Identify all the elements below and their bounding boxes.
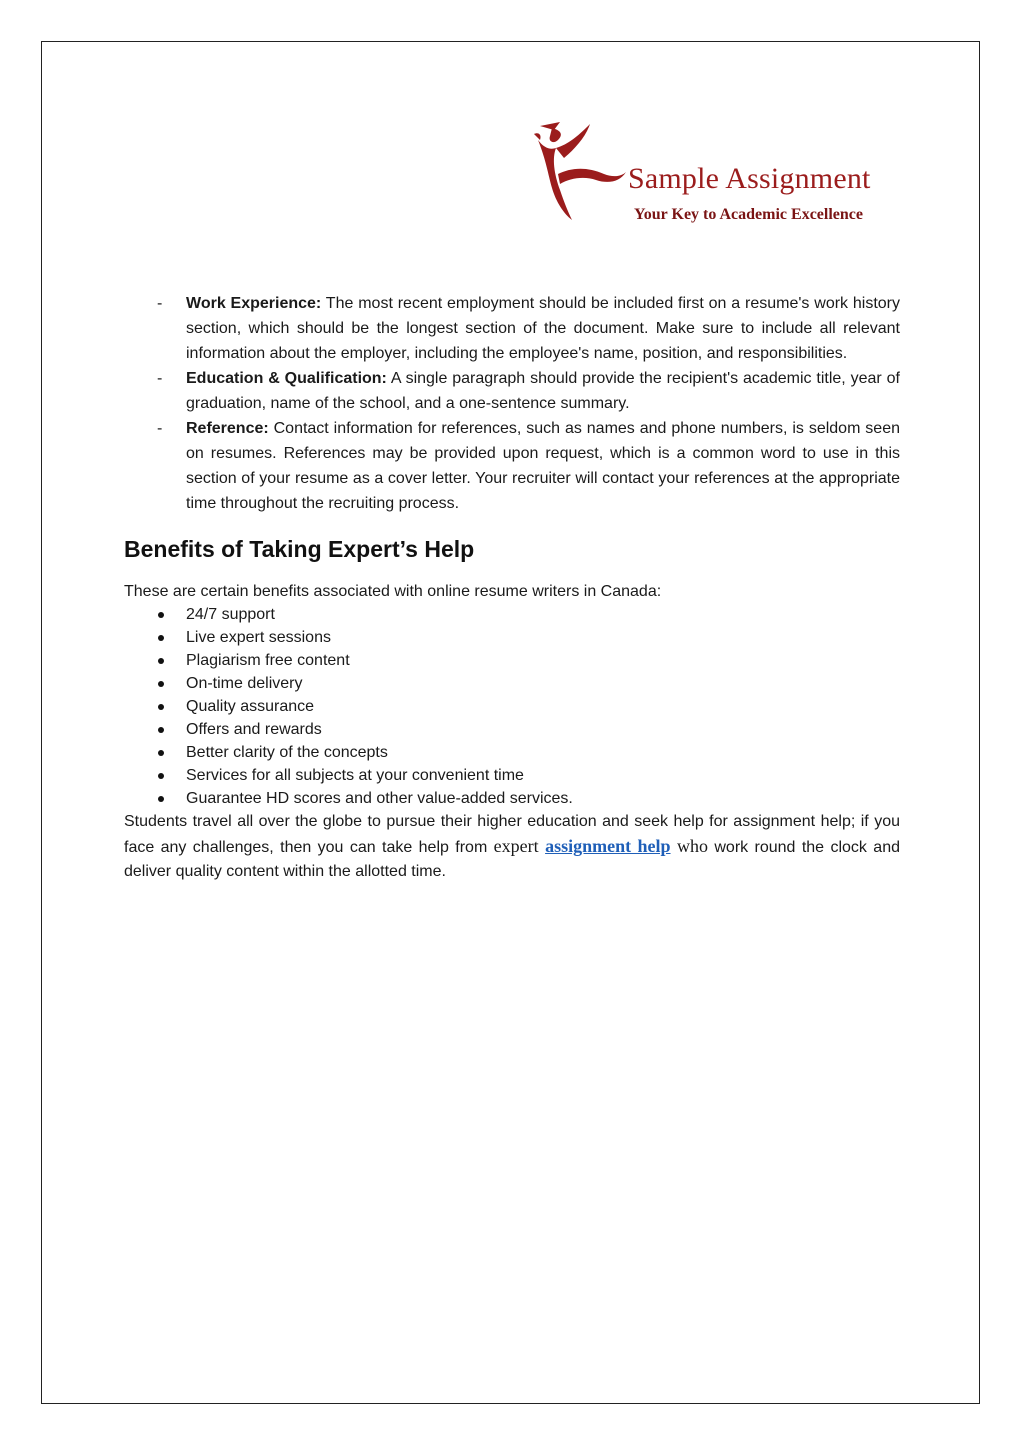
benefits-list (124, 603, 900, 810)
resume-sections-list (124, 291, 900, 516)
section-description: A single paragraph should provide the recipient's academic title, year of graduation, name of the school, and a one-sentence summary. (186, 370, 900, 412)
closing-serif-text-after: who (670, 836, 708, 856)
list-item (124, 764, 900, 787)
company-logo[interactable] (530, 118, 910, 228)
benefit-text: Plagiarism free content (186, 652, 350, 669)
logo-name: Sample Assignment (628, 162, 871, 195)
list-item (124, 787, 900, 810)
benefit-text: Quality assurance (186, 698, 315, 715)
closing-text-start: Students travel all over the globe to pursue their higher education and seek help for assignment help; if you face any challenges, then you can take help from (124, 813, 900, 856)
assignment-help-link[interactable]: assignment help (545, 836, 671, 856)
section-term: Work Experience: (186, 295, 322, 312)
list-item (124, 718, 900, 741)
benefit-text: Live expert sessions (186, 629, 331, 646)
bullet-icon (158, 750, 164, 756)
list-item (124, 603, 900, 626)
figure-logo-icon (530, 118, 630, 223)
document-body (124, 291, 900, 884)
dash-marker: - (157, 370, 163, 387)
section-description: Contact information for references, such as names and phone numbers, is seldom seen on resumes. References may be provided upon request, which is a common word to use in this section of your resume as a cover letter. Your recruiter will contact your references at the appropriate time throughout the recruiting process. (186, 420, 900, 512)
section-description: The most recent employment should be included first on a resume's work history section, which should be the longest section of the document. Make sure to include all relevant information about the employer, including the employee's name, position, and responsibilities. (186, 295, 901, 362)
benefit-text: Better clarity of the concepts (186, 744, 388, 761)
benefit-text: Offers and rewards (186, 721, 322, 738)
bullet-icon (158, 704, 164, 710)
closing-paragraph (124, 810, 900, 884)
bullet-icon (158, 727, 164, 733)
section-term: Reference: (186, 420, 269, 437)
bullet-icon (158, 796, 164, 802)
closing-serif-text: expert (493, 836, 546, 856)
list-item (124, 416, 900, 516)
list-item (124, 291, 900, 366)
list-item (124, 366, 900, 416)
bullet-icon (158, 681, 164, 687)
list-item (124, 672, 900, 695)
bullet-icon (158, 773, 164, 779)
benefits-intro: These are certain benefits associated with online resume writers in Canada: (124, 583, 662, 600)
dash-marker: - (157, 295, 163, 312)
benefit-text: 24/7 support (186, 606, 275, 623)
logo-tagline: Your Key to Academic Excellence (634, 206, 863, 223)
bullet-icon (158, 612, 164, 618)
list-item (124, 649, 900, 672)
bullet-icon (158, 635, 164, 641)
section-heading: Benefits of Taking Expert’s Help (124, 536, 475, 562)
benefit-text: Guarantee HD scores and other value-added services. (186, 790, 573, 807)
list-item (124, 695, 900, 718)
bullet-icon (158, 658, 164, 664)
closing-text-end: work round the clock and deliver quality content within the allotted time. (124, 839, 900, 880)
list-item (124, 626, 900, 649)
benefit-text: Services for all subjects at your convenient time (186, 767, 524, 784)
section-term: Education & Qualification: (186, 370, 387, 387)
list-item (124, 741, 900, 764)
benefit-text: On-time delivery (186, 675, 303, 692)
dash-marker: - (157, 420, 163, 437)
